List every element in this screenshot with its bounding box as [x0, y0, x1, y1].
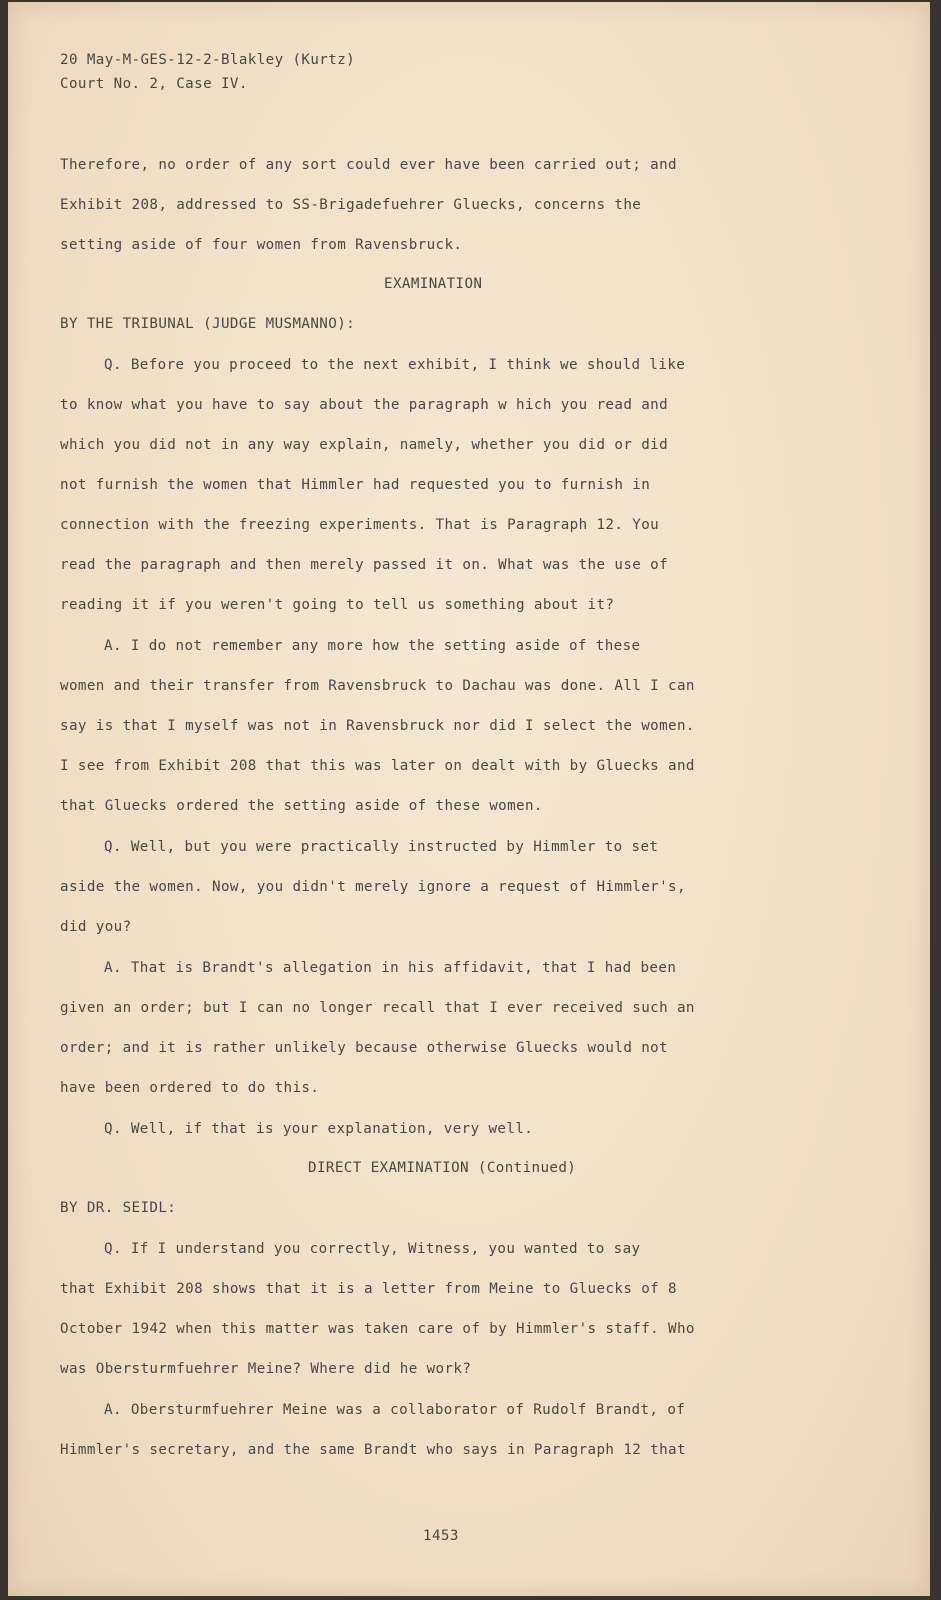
direct-by: BY DR. SEIDL:	[60, 1200, 177, 1216]
a2-line-2: given an order; but I can no longer recall that I ever received such an	[60, 1000, 695, 1016]
q1-line-5: connection with the freezing experiments. That is Paragraph 12. You	[60, 517, 660, 533]
intro-line-1: Therefore, no order of any sort could ever have been carried out; and	[60, 157, 677, 173]
header-line-1: 20 May-M-GES-12-2-Blakley (Kurtz)	[60, 52, 356, 68]
q4-line-2: that Exhibit 208 shows that it is a letter from Meine to Gluecks of 8	[60, 1281, 677, 1297]
header-line-2: Court No. 2, Case IV.	[60, 76, 248, 92]
examination-heading: EXAMINATION	[384, 276, 483, 292]
a2-line-3: order; and it is rather unlikely because otherwise Gluecks would not	[60, 1040, 669, 1056]
q3-line-1: Q. Well, if that is your explanation, very well.	[104, 1121, 534, 1137]
examination-by: BY THE TRIBUNAL (JUDGE MUSMANNO):	[60, 316, 356, 332]
document-page	[8, 2, 930, 1596]
q1-line-7: reading it if you weren't going to tell us something about it?	[60, 597, 615, 613]
q2-line-3: did you?	[60, 919, 132, 935]
q1-line-2: to know what you have to say about the paragraph w hich you read and	[60, 397, 669, 413]
a1-line-3: say is that I myself was not in Ravensbruck nor did I select the women.	[60, 718, 695, 734]
a2-line-1: A. That is Brandt's allegation in his affidavit, that I had been	[104, 960, 677, 976]
direct-heading: DIRECT EXAMINATION (Continued)	[308, 1160, 577, 1176]
a1-line-4: I see from Exhibit 208 that this was later on dealt with by Gluecks and	[60, 758, 695, 774]
q4-line-3: October 1942 when this matter was taken care of by Himmler's staff. Who	[60, 1321, 695, 1337]
page-number: 1453	[423, 1528, 459, 1544]
q1-line-6: read the paragraph and then merely passed it on. What was the use of	[60, 557, 669, 573]
q4-line-4: was Obersturmfuehrer Meine? Where did he work?	[60, 1361, 472, 1377]
q1-line-1: Q. Before you proceed to the next exhibit, I think we should like	[104, 357, 686, 373]
q2-line-2: aside the women. Now, you didn't merely ignore a request of Himmler's,	[60, 879, 686, 895]
q2-line-1: Q. Well, but you were practically instructed by Himmler to set	[104, 839, 659, 855]
a4-line-1: A. Obersturmfuehrer Meine was a collaborator of Rudolf Brandt, of	[104, 1402, 686, 1418]
a2-line-4: have been ordered to do this.	[60, 1080, 320, 1096]
a1-line-1: A. I do not remember any more how the setting aside of these	[104, 638, 641, 654]
a1-line-5: that Gluecks ordered the setting aside of these women.	[60, 798, 543, 814]
intro-line-3: setting aside of four women from Ravensbruck.	[60, 237, 463, 253]
a4-line-2: Himmler's secretary, and the same Brandt who says in Paragraph 12 that	[60, 1442, 686, 1458]
a1-line-2: women and their transfer from Ravensbruck to Dachau was done. All I can	[60, 678, 695, 694]
intro-line-2: Exhibit 208, addressed to SS-Brigadefuehrer Gluecks, concerns the	[60, 197, 642, 213]
q1-line-4: not furnish the women that Himmler had requested you to furnish in	[60, 477, 651, 493]
q1-line-3: which you did not in any way explain, namely, whether you did or did	[60, 437, 669, 453]
q4-line-1: Q. If I understand you correctly, Witness, you wanted to say	[104, 1241, 641, 1257]
